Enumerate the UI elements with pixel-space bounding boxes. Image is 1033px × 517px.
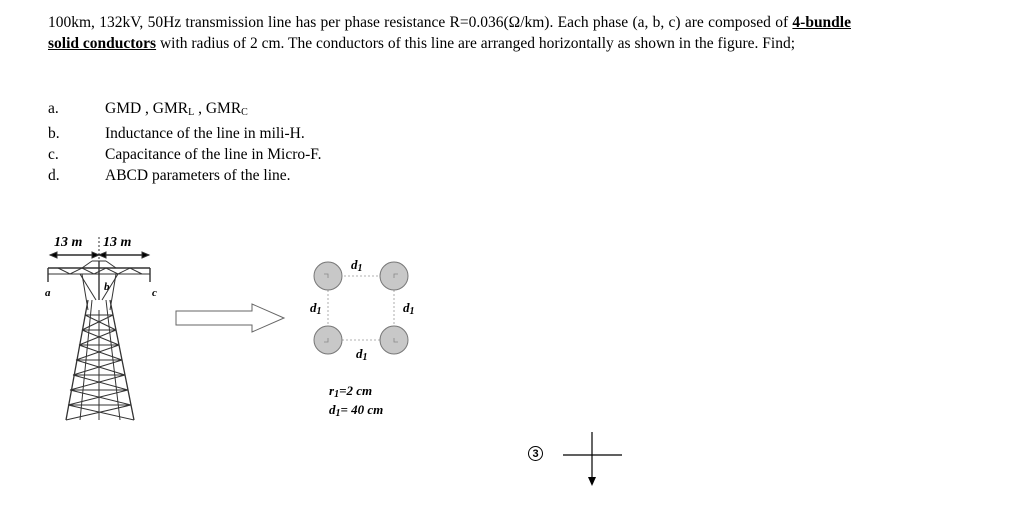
transmission-tower-drawing [48, 237, 150, 420]
question-text: GMD , $GMR_L$ , $GMR_C$ [105, 100, 248, 118]
question-letter: b. [48, 125, 60, 142]
phase-b-label: b [104, 281, 110, 293]
bundle-conductor-emphasis: 4-bundle solid conductors [48, 14, 851, 52]
spacing-label-left: 13 m [54, 235, 83, 250]
phase-c-label: c [152, 287, 157, 299]
d1-top-label: $d_1$ [351, 257, 363, 274]
pin-arrow-symbol [563, 432, 622, 486]
radius-spec: $r_1=2$ cm [329, 383, 373, 400]
d1-right-label: $d_1$ [403, 300, 415, 317]
question-letter: a. [48, 100, 59, 117]
phase-a-label: a [45, 287, 51, 299]
question-letter: d. [48, 167, 60, 184]
d1-bottom-label: $d_1$ [356, 346, 368, 363]
spacing-label-right: 13 m [103, 235, 132, 250]
problem-text-part-2: with radius of 2 cm. The conductors of this line are arranged horizontally as shown in the figure. Find; [156, 35, 796, 52]
page-number-badge: 3 [528, 446, 543, 461]
bundle-arrangement-drawing [314, 262, 408, 354]
question-text: Inductance of the line in mili-H. [105, 125, 305, 142]
transformation-arrow [176, 304, 284, 332]
spacing-spec: $d_1= 40$ cm [329, 402, 384, 419]
question-letter: c. [48, 146, 59, 163]
question-text: ABCD parameters of the line. [105, 167, 291, 184]
d1-left-label: $d_1$ [310, 300, 322, 317]
problem-text-part-1: 100km, 132kV, 50Hz transmission line has per phase resistance R=0.036(Ω/km). Each phase (a, b, c) are composed of [48, 14, 793, 31]
question-text: Capacitance of the line in Micro-F. [105, 146, 322, 163]
